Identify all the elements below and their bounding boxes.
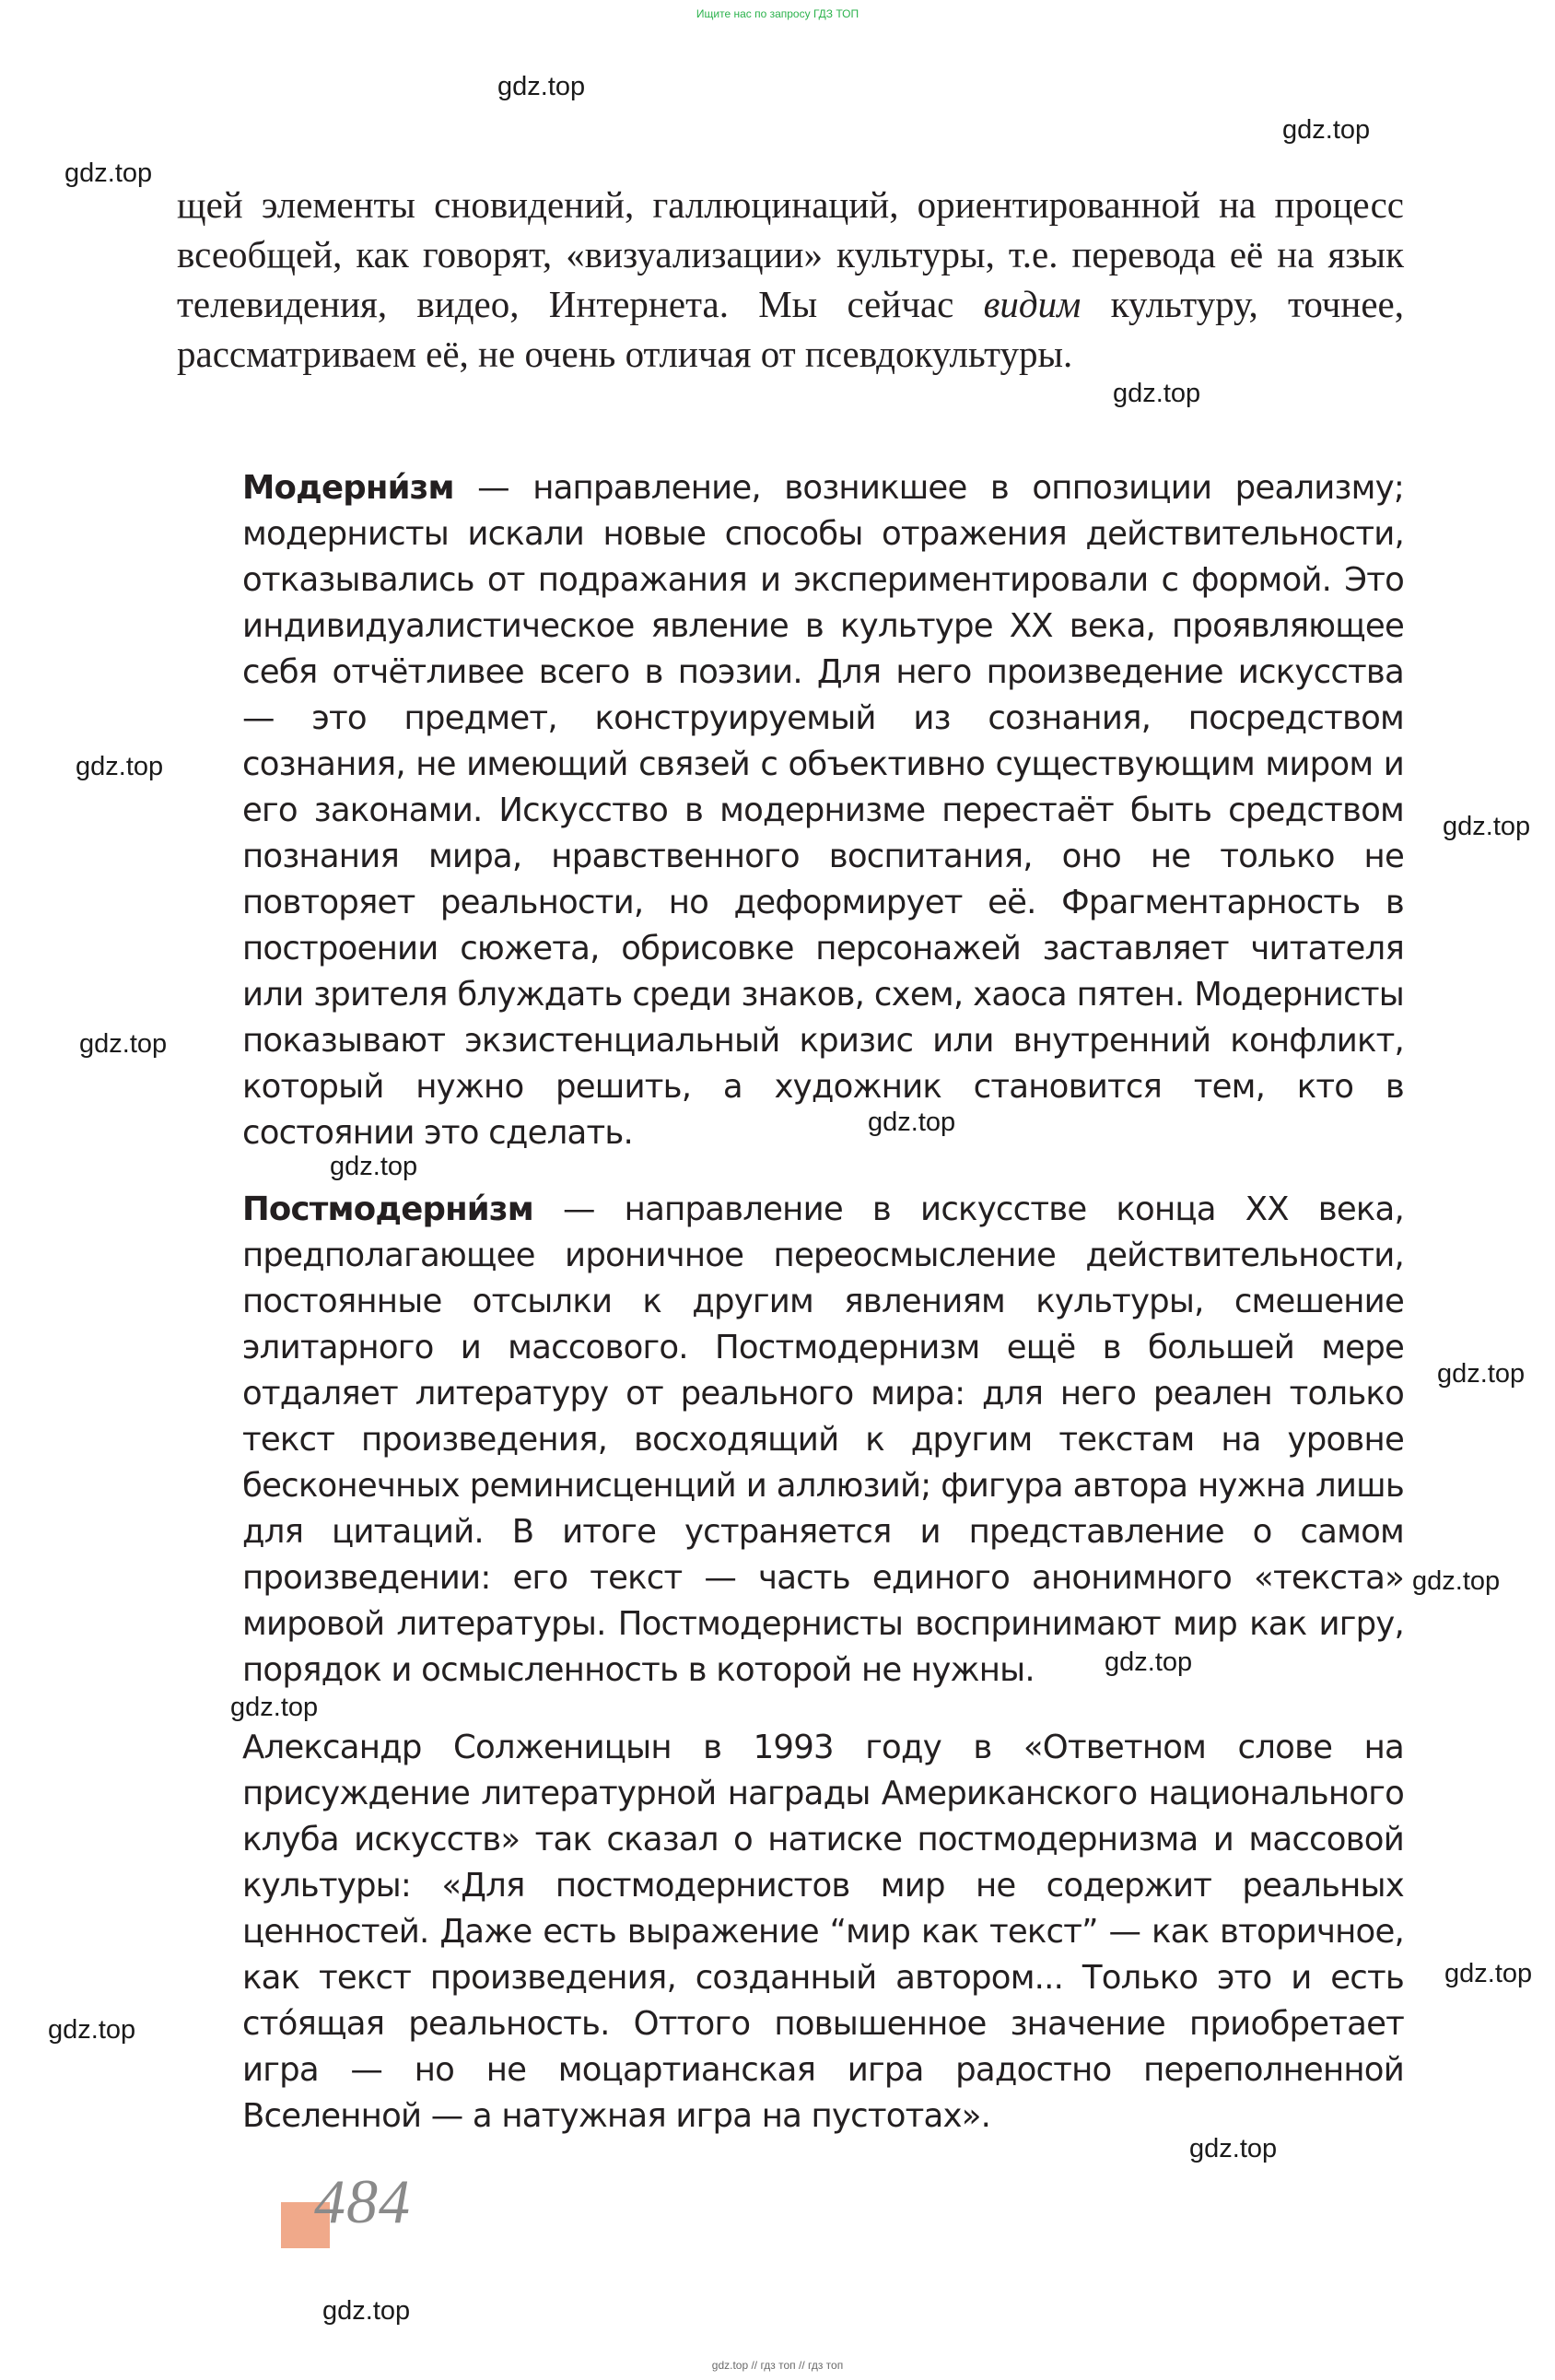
- modernism-term: Модерни́зм: [242, 469, 454, 507]
- top-banner: Ищите нас по запросу ГДЗ ТОП: [696, 7, 859, 20]
- modernism-definition: [242, 465, 1404, 1156]
- watermark: gdz.top: [64, 158, 153, 188]
- postmodernism-text: — направление в искусстве конца XX века, предполагающее ироничное переосмысление действительности, постоянные отсылки к другим явлениям культуры, смешение элитарного и массового. Постмодернизм ещё в большей мере отдаляет литературу от реального мира: для него реален только текст произведения, восходящий к другим текстам на уровне бесконечных реминисценций и аллюзий; фигура автора нужна лишь для цитаций. В итоге устраняется и представление о самом произведении: его текст — часть единого анонимного «текста» мировой литературы. Постмодернисты воспринимают мир как игру, порядок и осмысленность в которой не нужны.: [242, 1190, 1404, 1689]
- watermark: gdz.top: [1437, 1359, 1526, 1389]
- intro-paragraph: [177, 180, 1404, 379]
- watermark: gdz.top: [48, 2015, 136, 2045]
- watermark: gdz.top: [230, 1693, 319, 1722]
- postmodernism-term: Постмодерни́зм: [242, 1190, 533, 1228]
- watermark: gdz.top: [868, 1108, 956, 1137]
- watermark: gdz.top: [1113, 379, 1201, 408]
- watermark: gdz.top: [1443, 812, 1531, 841]
- bottom-banner: gdz.top // гдз топ // гдз топ: [711, 2359, 844, 2372]
- watermark: gdz.top: [497, 72, 586, 101]
- watermark: gdz.top: [1282, 115, 1371, 145]
- watermark: gdz.top: [1105, 1647, 1193, 1677]
- watermark: gdz.top: [1412, 1566, 1501, 1596]
- intro-text-1: щей элементы сновидений, галлюцинаций, ориентированной на процесс всеобщей, как говорят, «визуализации» культуры, т.е. перевода её на язык телевидения, видео, Интернета. Мы сейчас: [177, 183, 1404, 325]
- watermark: gdz.top: [330, 1152, 418, 1181]
- intro-emphasis: видим: [983, 283, 1081, 325]
- watermark: gdz.top: [322, 2296, 411, 2326]
- intro-text-2: культуру, точнее, рассматриваем её, не очень отличая от псевдокультуры.: [177, 283, 1404, 375]
- postmodernism-definition: [242, 1187, 1404, 1694]
- solzhenitsyn-quote: Александр Солженицын в 1993 году в «Ответном слове на присуждение литературной награды Американского национального клуба искусств» так сказал о натиске постмодернизма и массовой культуры: «Для постмодернистов мир не содержит реальных ценностей. Даже есть выражение “мир как текст” — как вторичное, как текст произведения, созданный автором... Только это и есть сто́ящая реальность. Оттого повышенное значение приобретает игра — но не моцартианская игра радостно переполненной Вселенной — а натужная игра на пустотах».: [242, 1729, 1404, 2135]
- modernism-text: — направление, возникшее в оппозиции реализму; модернисты искали новые способы отражения действительности, отказывались от подражания и экспериментировали с формой. Это индивидуалистическое явление в культуре XX века, проявляющее себя отчётливее всего в поэзии. Для него произведение искусства — это предмет, конструируемый из сознания, посредством сознания, не имеющий связей с объективно существующим миром и его законами. Искусство в модернизме перестаёт быть средством познания мира, нравственного воспитания, оно не только не повторяет реальности, но деформирует её. Фрагментарность в построении сюжета, обрисовке персонажей заставляет читателя или зрителя блуждать среди знаков, схем, хаоса пятен. Модернисты показывают экзистенциальный кризис или внутренний конфликт, который нужно решить, а художник становится тем, кто в состоянии это сделать.: [242, 469, 1404, 1152]
- page-number: 484: [314, 2166, 411, 2236]
- watermark: gdz.top: [79, 1029, 168, 1059]
- watermark: gdz.top: [1189, 2134, 1278, 2163]
- watermark: gdz.top: [76, 752, 164, 781]
- watermark: gdz.top: [1444, 1959, 1533, 1988]
